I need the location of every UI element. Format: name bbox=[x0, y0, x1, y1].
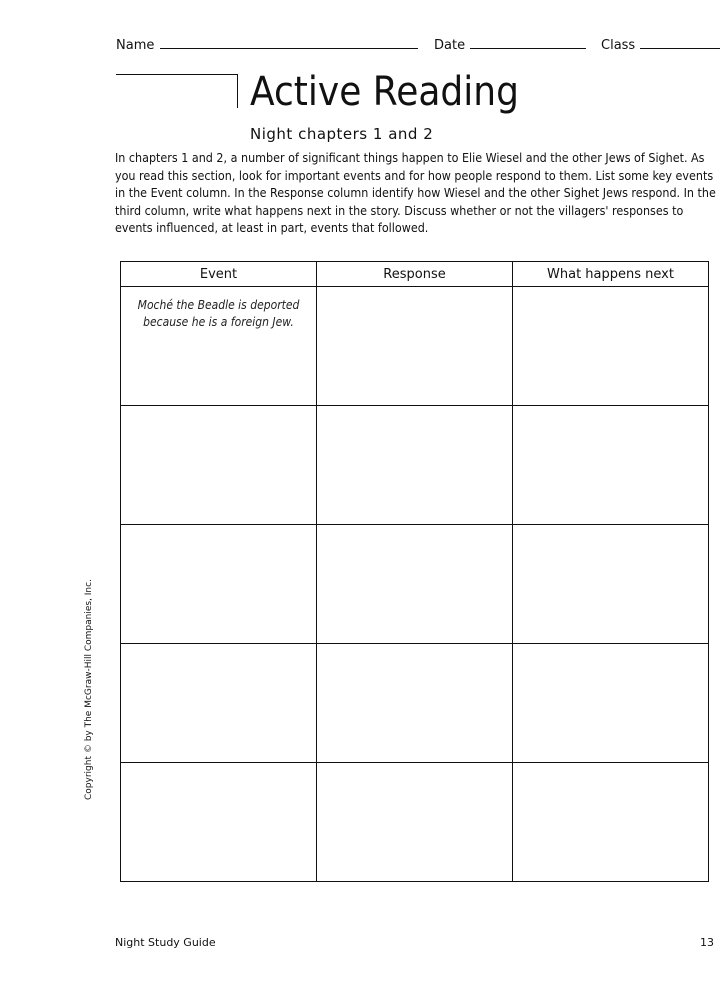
handwritten-entry: Moché the Beadle is deported because he is a foreign Jew. bbox=[137, 298, 300, 329]
next-cell[interactable] bbox=[513, 763, 709, 882]
date-line[interactable] bbox=[470, 48, 586, 49]
event-cell[interactable] bbox=[121, 644, 317, 763]
name-label: Name bbox=[116, 38, 155, 53]
next-cell[interactable] bbox=[513, 525, 709, 644]
response-table bbox=[120, 261, 709, 882]
event-cell[interactable] bbox=[121, 763, 317, 882]
response-cell[interactable] bbox=[317, 763, 513, 882]
response-cell[interactable] bbox=[317, 287, 513, 406]
table-row bbox=[121, 406, 709, 525]
name-line[interactable] bbox=[160, 48, 418, 49]
event-cell[interactable] bbox=[121, 406, 317, 525]
class-label: Class bbox=[601, 38, 636, 53]
page-number: 13 bbox=[700, 936, 714, 949]
class-line[interactable] bbox=[640, 48, 720, 49]
footer-book-title: Night Study Guide bbox=[115, 936, 216, 949]
response-cell[interactable] bbox=[317, 525, 513, 644]
column-header-what-happens-next: What happens next bbox=[513, 262, 709, 287]
page-subtitle: Night chapters 1 and 2 bbox=[250, 125, 434, 143]
table-row bbox=[121, 287, 709, 406]
response-cell[interactable] bbox=[317, 644, 513, 763]
date-label: Date bbox=[434, 38, 466, 53]
next-cell[interactable] bbox=[513, 287, 709, 406]
next-cell[interactable] bbox=[513, 406, 709, 525]
table-row bbox=[121, 763, 709, 882]
next-cell[interactable] bbox=[513, 644, 709, 763]
instructions: In chapters 1 and 2, a number of significant things happen to Elie Wiesel and the other Jews of Sighet. As you read this section, look for important events and for how people respond to them. List some key events in the Event column. In the Response column identify how Wiesel and the other Sighet Jews respond. In the third column, write what happens next in the story. Discuss whether or not the villagers' responses to events influenced, at least in part, events that followed. bbox=[115, 151, 716, 236]
title-rule bbox=[116, 74, 238, 75]
table-row bbox=[121, 644, 709, 763]
copyright-notice: Copyright © by The McGraw-Hill Companies, Inc. bbox=[84, 579, 94, 800]
table-row bbox=[121, 525, 709, 644]
column-header-response: Response bbox=[317, 262, 513, 287]
column-header-event: Event bbox=[121, 262, 317, 287]
table-header-row bbox=[121, 262, 709, 287]
event-cell[interactable] bbox=[121, 525, 317, 644]
event-cell[interactable] bbox=[121, 287, 317, 406]
title-divider bbox=[237, 74, 238, 108]
response-cell[interactable] bbox=[317, 406, 513, 525]
page-title: Active Reading bbox=[250, 69, 519, 115]
